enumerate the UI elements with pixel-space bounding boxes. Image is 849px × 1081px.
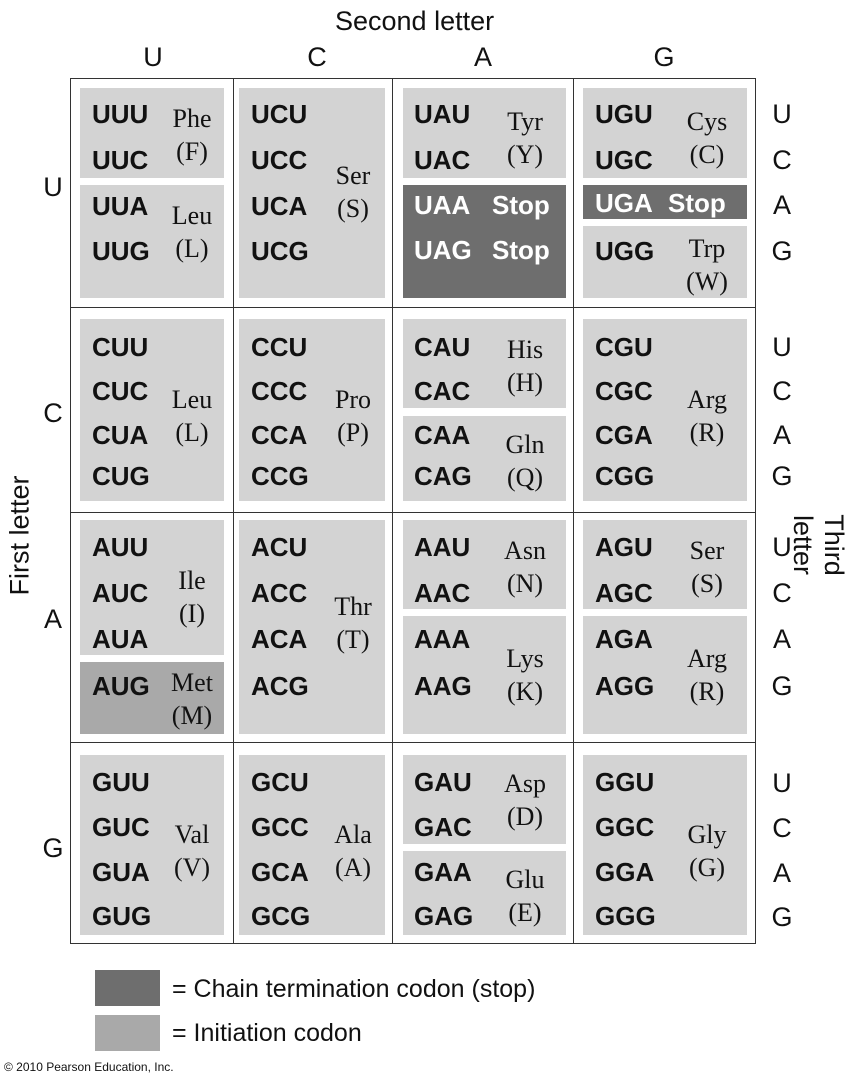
amino-acid-gln: Gln (Q) [505, 430, 545, 492]
codon-box-gln [403, 416, 566, 501]
row-divider [71, 742, 755, 743]
copyright-notice: © 2010 Pearson Education, Inc. [4, 1060, 174, 1074]
amino-acid-his: His (H) [506, 335, 544, 397]
codon-cac: CAC [414, 376, 471, 406]
codon-box-his [403, 319, 566, 408]
amino-acid-pro: Pro (P) [334, 385, 372, 447]
codon-caa: CAA [414, 420, 471, 450]
legend-stop-label: = Chain termination codon (stop) [172, 975, 536, 1003]
amino-acid-phe: Phe (F) [172, 104, 212, 166]
amino-acid-leu: Leu (L) [171, 385, 213, 447]
third-g: G [771, 671, 793, 701]
codon-gcu: GCU [251, 767, 309, 797]
amino-acid-lys: Lys (K) [506, 644, 544, 706]
amino-acid-val: Val (V) [173, 820, 211, 882]
second-letter-a: A [473, 42, 492, 72]
codon-ucg: UCG [251, 236, 309, 266]
codon-agc: AGC [595, 578, 653, 608]
codon-box-ser [583, 520, 747, 609]
stop-label: Stop [668, 188, 726, 218]
amino-acid-gly: Gly (G) [687, 820, 727, 882]
codon-box-ser [239, 88, 385, 298]
codon-box-arg [583, 616, 747, 734]
third-a: A [772, 190, 791, 220]
codon-gaa: GAA [414, 857, 472, 887]
amino-acid-trp: Trp (W) [686, 234, 728, 296]
first-letter-a: A [43, 604, 62, 634]
codon-gcc: GCC [251, 812, 309, 842]
stop-codon-box [583, 185, 747, 219]
codon-cuu: CUU [92, 332, 149, 362]
amino-acid-arg: Arg (R) [687, 385, 727, 447]
codon-box-gly [583, 755, 747, 935]
first-letter-u: U [43, 172, 63, 202]
third-a: A [772, 624, 791, 654]
second-letter-u: U [143, 42, 163, 72]
codon-auu: AUU [92, 532, 149, 562]
legend-stop-swatch [95, 970, 160, 1006]
codon-ucc: UCC [251, 145, 308, 175]
codon-ucu: UCU [251, 99, 308, 129]
codon-aug: AUG [92, 671, 150, 701]
codon-acu: ACU [251, 532, 308, 562]
second-letter-title: Second letter [335, 6, 495, 36]
codon-gga: GGA [595, 857, 655, 887]
codon-uaa: UAA [414, 190, 471, 220]
codon-ccu: CCU [251, 332, 308, 362]
first-letter-title: First letter [4, 475, 35, 596]
codon-ugg: UGG [595, 236, 655, 266]
codon-ugu: UGU [595, 99, 653, 129]
codon-gca: GCA [251, 857, 309, 887]
amino-acid-tyr: Tyr (Y) [506, 107, 544, 169]
amino-acid-asn: Asn (N) [504, 536, 546, 598]
amino-acid-thr: Thr (T) [334, 592, 372, 654]
third-u: U [772, 99, 792, 129]
amino-acid-ala: Ala (A) [334, 820, 372, 882]
codon-uuu: UUU [92, 99, 149, 129]
codon-uug: UUG [92, 236, 150, 266]
codon-box-val [80, 755, 224, 935]
amino-acid-ile: Ile (I) [178, 566, 206, 628]
first-letter-c: C [43, 398, 63, 428]
codon-uua: UUA [92, 191, 149, 221]
stop-codon-box [403, 185, 566, 298]
codon-box-trp [583, 226, 747, 298]
stop-label: Stop [492, 235, 550, 265]
row-divider [71, 307, 755, 308]
codon-aca: ACA [251, 624, 308, 654]
second-letter-c: C [307, 42, 327, 72]
codon-ugc: UGC [595, 145, 653, 175]
codon-gac: GAC [414, 812, 472, 842]
second-letter-g: G [653, 42, 675, 72]
amino-acid-cys: Cys (C) [686, 107, 728, 169]
codon-gua: GUA [92, 857, 150, 887]
codon-aaa: AAA [414, 624, 471, 654]
amino-acid-ser: Ser (S) [689, 536, 725, 598]
column-divider [573, 79, 574, 943]
codon-auc: AUC [92, 578, 149, 608]
third-g: G [771, 902, 793, 932]
codon-ccg: CCG [251, 461, 309, 491]
codon-cua: CUA [92, 420, 149, 450]
codon-aga: AGA [595, 624, 653, 654]
amino-acid-arg: Arg (R) [687, 644, 727, 706]
codon-box-thr [239, 520, 385, 734]
codon-aac: AAC [414, 578, 471, 608]
codon-box-leu [80, 319, 224, 501]
row-divider [71, 512, 755, 513]
third-letter-title: Third letter [788, 514, 849, 576]
codon-ggc: GGC [595, 812, 655, 842]
codon-gcg: GCG [251, 901, 311, 931]
amino-acid-asp: Asp (D) [504, 769, 546, 831]
first-letter-g: G [42, 833, 64, 863]
codon-ggu: GGU [595, 767, 655, 797]
amino-acid-ser: Ser (S) [335, 161, 371, 223]
codon-box-ala [239, 755, 385, 935]
codon-box-leu [80, 185, 224, 298]
codon-cuc: CUC [92, 376, 149, 406]
codon-cgu: CGU [595, 332, 653, 362]
codon-box-asn [403, 520, 566, 609]
codon-box-tyr [403, 88, 566, 178]
codon-cgg: CGG [595, 461, 655, 491]
codon-uac: UAC [414, 145, 471, 175]
codon-gag: GAG [414, 901, 474, 931]
codon-guc: GUC [92, 812, 150, 842]
third-u: U [772, 532, 792, 562]
amino-acid-leu: Leu (L) [171, 201, 213, 263]
stop-label: Stop [492, 190, 550, 220]
codon-aua: AUA [92, 624, 149, 654]
legend-init-label: = Initiation codon [172, 1019, 362, 1047]
codon-agg: AGG [595, 671, 655, 701]
third-u: U [772, 332, 792, 362]
codon-cug: CUG [92, 461, 150, 491]
codon-aag: AAG [414, 671, 472, 701]
third-a: A [772, 858, 791, 888]
legend-init-swatch [95, 1015, 160, 1051]
codon-box-ile [80, 520, 224, 655]
third-c: C [772, 145, 792, 175]
column-divider [392, 79, 393, 943]
third-c: C [772, 578, 792, 608]
third-g: G [771, 236, 793, 266]
codon-aau: AAU [414, 532, 471, 562]
codon-cau: CAU [414, 332, 471, 362]
amino-acid-met: Met (M) [171, 668, 213, 730]
codon-ccc: CCC [251, 376, 308, 406]
codon-uca: UCA [251, 191, 308, 221]
codon-gug: GUG [92, 901, 152, 931]
third-u: U [772, 768, 792, 798]
codon-cga: CGA [595, 420, 653, 450]
codon-uag: UAG [414, 235, 472, 265]
third-c: C [772, 813, 792, 843]
initiation-codon-box [80, 662, 224, 734]
codon-box-cys [583, 88, 747, 178]
codon-cag: CAG [414, 461, 472, 491]
codon-ggg: GGG [595, 901, 656, 931]
codon-gau: GAU [414, 767, 472, 797]
codon-acc: ACC [251, 578, 308, 608]
amino-acid-glu: Glu (E) [505, 865, 545, 927]
codon-box-glu [403, 851, 566, 935]
codon-agu: AGU [595, 532, 653, 562]
codon-acg: ACG [251, 671, 309, 701]
codon-uau: UAU [414, 99, 471, 129]
codon-guu: GUU [92, 767, 150, 797]
third-g: G [771, 461, 793, 491]
codon-box-phe [80, 88, 224, 178]
codon-uga: UGA [595, 188, 653, 218]
codon-box-lys [403, 616, 566, 734]
codon-cgc: CGC [595, 376, 653, 406]
codon-box-arg [583, 319, 747, 501]
third-a: A [772, 420, 791, 450]
third-c: C [772, 376, 792, 406]
codon-cca: CCA [251, 420, 308, 450]
column-divider [233, 79, 234, 943]
codon-uuc: UUC [92, 145, 149, 175]
codon-box-pro [239, 319, 385, 501]
codon-box-asp [403, 755, 566, 844]
